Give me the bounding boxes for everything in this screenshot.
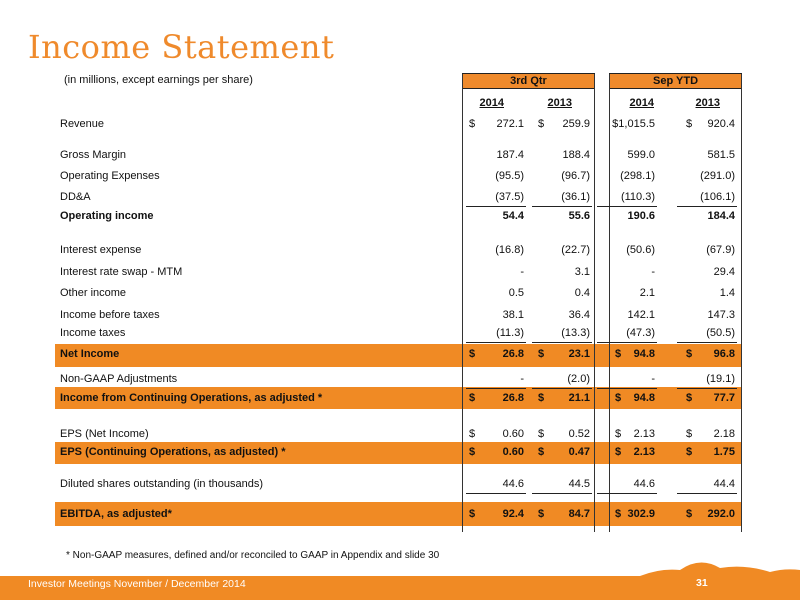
value-cell: (50.6) (626, 244, 655, 256)
value-cell: 3.1 (574, 266, 590, 278)
dollar-sign: $ (469, 392, 476, 404)
year-header: 2013 (695, 97, 720, 109)
dollar-sign: $ (615, 348, 622, 360)
dollar-sign: $ (686, 508, 693, 520)
value-cell: 187.4 (496, 149, 524, 161)
dollar-sign: $ (686, 118, 693, 130)
value-cell: 2.13 (633, 428, 655, 440)
value-cell: (2.0) (567, 373, 590, 385)
value-cell: (13.3) (561, 327, 590, 339)
value-cell: 77.7 (713, 392, 735, 404)
value-cell: 26.8 (502, 392, 524, 404)
subtotal-underline (466, 493, 526, 494)
value-cell: 92.4 (502, 508, 524, 520)
subtotal-underline (677, 342, 737, 343)
row-label: Revenue (60, 118, 105, 130)
dollar-sign: $ (538, 428, 545, 440)
dollar-sign: $ (615, 428, 622, 440)
value-cell: 36.4 (568, 309, 590, 321)
value-cell: 29.4 (713, 266, 735, 278)
value-cell: 21.1 (568, 392, 590, 404)
row-label: Income from Continuing Operations, as adjusted * (60, 392, 323, 404)
year-header: 2014 (629, 97, 654, 109)
value-cell: 44.6 (633, 478, 655, 490)
value-cell: 94.8 (633, 348, 655, 360)
value-cell: 581.5 (707, 149, 735, 161)
value-cell: 0.60 (502, 446, 524, 458)
value-cell: 184.4 (707, 210, 735, 222)
value-cell: (19.1) (706, 373, 735, 385)
value-cell: (36.1) (561, 191, 590, 203)
value-cell: - (651, 373, 655, 385)
subtotal-underline (677, 388, 737, 389)
row-label: DD&A (60, 191, 91, 203)
dollar-sign: $ (469, 428, 476, 440)
year-header: 2014 (479, 97, 504, 109)
dollar-sign: $ (469, 446, 476, 458)
value-cell: 44.5 (568, 478, 590, 490)
value-cell: (106.1) (700, 191, 735, 203)
value-cell: 188.4 (562, 149, 590, 161)
dollar-sign: $ (469, 118, 476, 130)
value-cell: 44.4 (713, 478, 735, 490)
value-cell: 190.6 (627, 210, 655, 222)
value-cell: - (520, 266, 524, 278)
value-cell: 26.8 (502, 348, 524, 360)
row-label: Diluted shares outstanding (in thousands) (60, 478, 264, 490)
value-cell: 0.4 (574, 287, 590, 299)
value-cell: (47.3) (626, 327, 655, 339)
dollar-sign: $ (538, 348, 545, 360)
value-cell: 599.0 (627, 149, 655, 161)
row-label: EPS (Net Income) (60, 428, 149, 440)
row-label: Income taxes (60, 327, 126, 339)
value-cell: (96.7) (561, 170, 590, 182)
subtotal-underline (597, 493, 657, 494)
dollar-sign: $ (615, 508, 622, 520)
value-cell: (16.8) (495, 244, 524, 256)
subtotal-underline (677, 206, 737, 207)
column-border (741, 344, 742, 526)
dollar-sign: $ (538, 392, 545, 404)
subtotal-underline (597, 388, 657, 389)
dollar-sign: $ (686, 392, 693, 404)
value-cell: 44.6 (502, 478, 524, 490)
value-cell: 1.75 (713, 446, 735, 458)
dollar-sign: $ (538, 508, 545, 520)
footer-text: Investor Meetings November / December 2014 (28, 578, 246, 590)
row-label: EBITDA, as adjusted* (60, 508, 172, 520)
subtotal-underline (597, 342, 657, 343)
value-cell: 84.7 (568, 508, 590, 520)
row-label: Operating Expenses (60, 170, 160, 182)
dollar-sign: $ (469, 508, 476, 520)
year-header: 2013 (547, 97, 572, 109)
value-cell: 272.1 (496, 118, 524, 130)
value-cell: (22.7) (561, 244, 590, 256)
value-cell: 302.9 (627, 508, 655, 520)
footnote: * Non-GAAP measures, defined and/or reconciled to GAAP in Appendix and slide 30 (66, 550, 440, 561)
row-label: Other income (60, 287, 127, 299)
row-label: Net Income (60, 348, 120, 360)
value-cell: - (520, 373, 524, 385)
subtotal-underline (466, 388, 526, 389)
value-cell: 96.8 (713, 348, 735, 360)
value-cell: 0.5 (508, 287, 524, 299)
value-cell: $1,015.5 (612, 118, 655, 130)
value-cell: 259.9 (562, 118, 590, 130)
header-sep-ytd: Sep YTD (609, 73, 742, 89)
subtotal-underline (466, 342, 526, 343)
value-cell: 2.18 (713, 428, 735, 440)
value-cell: 147.3 (707, 309, 735, 321)
value-cell: 2.1 (639, 287, 655, 299)
dollar-sign: $ (686, 428, 693, 440)
value-cell: (110.3) (620, 191, 655, 203)
row-label: Interest rate swap - MTM (60, 266, 183, 278)
value-cell: (298.1) (620, 170, 655, 182)
value-cell: 292.0 (707, 508, 735, 520)
value-cell: - (651, 266, 655, 278)
subtotal-underline (532, 388, 592, 389)
subtotal-underline (532, 493, 592, 494)
subtotal-underline (677, 493, 737, 494)
value-cell: 0.52 (568, 428, 590, 440)
subtotal-underline (466, 206, 526, 207)
value-cell: 55.6 (568, 210, 590, 222)
value-cell: 0.60 (502, 428, 524, 440)
value-cell: (50.5) (706, 327, 735, 339)
dollar-sign: $ (686, 348, 693, 360)
value-cell: 0.47 (568, 446, 590, 458)
dollar-sign: $ (469, 348, 476, 360)
value-cell: 23.1 (568, 348, 590, 360)
value-cell: 38.1 (502, 309, 524, 321)
value-cell: 94.8 (633, 392, 655, 404)
row-label: Interest expense (60, 244, 142, 256)
dollar-sign: $ (538, 118, 545, 130)
row-label: Gross Margin (60, 149, 127, 161)
dollar-sign: $ (615, 392, 622, 404)
page-title: Income Statement (28, 28, 335, 66)
subtitle: (in millions, except earnings per share) (64, 74, 253, 86)
subtotal-underline (597, 206, 657, 207)
subtotal-underline (532, 342, 592, 343)
row-label: EPS (Continuing Operations, as adjusted) * (60, 446, 286, 458)
value-cell: (291.0) (700, 170, 735, 182)
row-label: Non-GAAP Adjustments (60, 373, 178, 385)
value-cell: 920.4 (707, 118, 735, 130)
page-number: 31 (696, 577, 708, 589)
value-cell: 142.1 (627, 309, 655, 321)
value-cell: 1.4 (719, 287, 735, 299)
value-cell: (11.3) (496, 327, 524, 339)
dollar-sign: $ (686, 446, 693, 458)
value-cell: (37.5) (495, 191, 524, 203)
column-border (462, 344, 463, 526)
value-cell: (67.9) (706, 244, 735, 256)
row-label: Operating income (60, 210, 154, 222)
row-label: Income before taxes (60, 309, 160, 321)
dollar-sign: $ (538, 446, 545, 458)
dollar-sign: $ (615, 446, 622, 458)
value-cell: 54.4 (502, 210, 524, 222)
subtotal-underline (532, 206, 592, 207)
value-cell: 2.13 (633, 446, 655, 458)
header-3rd-qtr: 3rd Qtr (462, 73, 595, 89)
value-cell: (95.5) (495, 170, 524, 182)
